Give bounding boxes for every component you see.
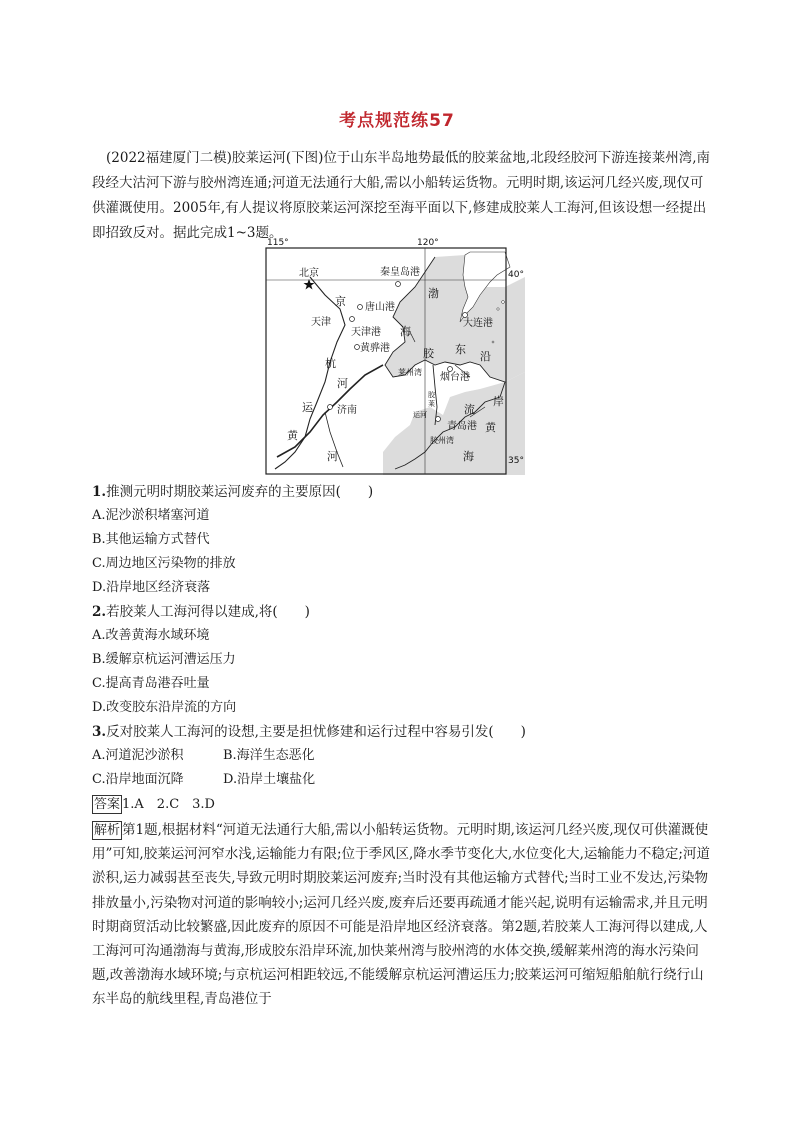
question-3-number: 3. [92,724,107,740]
analysis-text: 第1题,根据材料“河道无法通行大船,需以小船转运货物。元明时期,该运河几经兴废,现仅可供灌溉使用”可知,胶莱运河河窄水浅,运输能力有限;位于季风区,降水季节变化大,水位变化大,运输能力不稳定;河道淤积,运力减弱甚至丧失,导致元明时期胶莱运河废弃;当时没有其他运输方式替代;当时工业不发达,污染物排放量小,污染物对河道的影响较小;运河几经兴废,废弃后还要再疏通才能兴起,说明有运输需求,并且元明时期商贸活动比较繁盛,因此废弃的原因不可能是沿岸地区经济衰落。第2题,若胶莱人工海河得以建成,人工海河可沟通渤海与黄海,形成胶东沿岸环流,加快莱州湾与胶州湾的水体交换,缓解莱州湾的海水污染问题,改善渤海水域环境;与京杭运河相距较远,不能缓解京杭运河漕运压力;胶莱运河可缩短船舶航行绕行山东半岛的航线里程,青岛港位于 [92,822,710,1008]
intro-paragraph: (2022福建厦门二模)胶莱运河(下图)位于山东半岛地势最低的胶莱盆地,北段经胶河下游连接莱州湾,南段经大沽河下游与胶州湾连通;河道无法通行大船,需以小船转运货物。元明时期,该运河几经兴废,现仅可供灌溉使用。2005年,有人提议将原胶莱运河深挖至海平面以下,修建成胶莱人工海河,但该设想一经提出即招致反对。据此完成1~3题。 [92,150,711,241]
label-qinhuangdao: 秦皇岛港 [380,267,420,278]
question-1-option-d: D.沿岸地区经济衰落 [92,580,211,595]
question-3-options-row-2 [92,768,712,792]
question-1 [92,480,712,504]
label-canal: 运河 [413,411,427,419]
label-hai2: 海 [463,450,474,463]
question-3-options-row-1 [92,744,712,768]
answer-line [92,793,712,817]
label-tianjingang: 天津港 [351,327,381,338]
label-dong: 东 [455,343,466,356]
label-jiaolai-2: 莱 [428,400,435,408]
question-3-option-c: C.沿岸地面沉降 [92,772,184,787]
label-dalian: 大连港 [463,318,493,329]
label-he2: 河 [327,450,338,463]
question-1-option-c: C.周边地区污染物的排放 [92,556,236,571]
label-huang-sea: 黄 [485,421,496,434]
label-huanghua: 黄骅港 [360,343,390,354]
analysis-label: 解析 [94,823,121,838]
label-jiaozhouwan: 胶州湾 [430,436,454,445]
label-huang-river: 黄 [287,429,298,442]
question-1-stem: 推测元明时期胶莱运河废弃的主要原因( ) [106,484,374,500]
label-hai1: 海 [400,325,411,338]
question-2-option-d: D.改变胶东沿岸流的方向 [92,700,237,715]
question-3-stem: 反对胶莱人工海河的设想,主要是担忧修建和运行过程中容易引发( ) [106,724,526,740]
analysis-paragraph [92,818,714,1012]
label-qingdao: 青岛港 [447,421,477,432]
jiaolai-canal-map [265,238,525,475]
label-an: 岸 [493,395,504,408]
lon-label-115: 115° [267,238,289,248]
label-hang: 杭 [325,357,336,370]
label-he: 河 [337,377,348,390]
question-2-stem: 若胶莱人工海河得以建成,将( ) [106,604,310,620]
label-beijing: 北京 [299,268,319,279]
question-2-option-b: B.缓解京杭运河漕运压力 [92,652,236,667]
label-tianjin: 天津 [311,317,331,328]
label-liu: 流 [464,403,475,416]
question-3-option-a: A.河道泥沙淤积 [92,748,184,763]
question-1-option-b: B.其他运输方式替代 [92,532,210,547]
label-laizhouwan: 莱州湾 [398,368,422,377]
question-3-option-b: B.海洋生态恶化 [223,748,315,763]
answer-text: 1.A 2.C 3.D [122,797,215,812]
label-yun: 运 [302,401,313,414]
yellow-river-line [277,365,383,457]
lat-label-40: 40° [508,270,524,280]
label-yan: 沿 [480,350,491,363]
lon-label-120: 120° [417,238,439,248]
label-yantai: 烟台港 [440,372,470,383]
page-title: 考点规范练57 [339,111,455,131]
answer-label: 答案 [94,797,121,812]
label-jinan: 济南 [337,405,357,416]
question-3 [92,720,712,744]
lat-label-35: 35° [508,456,524,466]
question-2 [92,600,712,624]
question-2-option-a: A.改善黄海水域环境 [92,628,210,643]
label-jiaolai-1: 胶 [428,391,435,399]
question-1-option-a: A.泥沙淤积堵塞河道 [92,508,210,523]
question-3-option-d: D.沿岸土壤盐化 [223,772,316,787]
label-tangshan: 唐山港 [365,302,395,313]
question-2-option-c: C.提高青岛港吞吐量 [92,676,210,691]
question-1-number: 1. [92,484,107,500]
label-jiao-east: 胶 [423,347,434,360]
label-jing: 京 [335,295,346,308]
label-bo: 渤 [428,287,439,300]
question-2-number: 2. [92,604,107,620]
